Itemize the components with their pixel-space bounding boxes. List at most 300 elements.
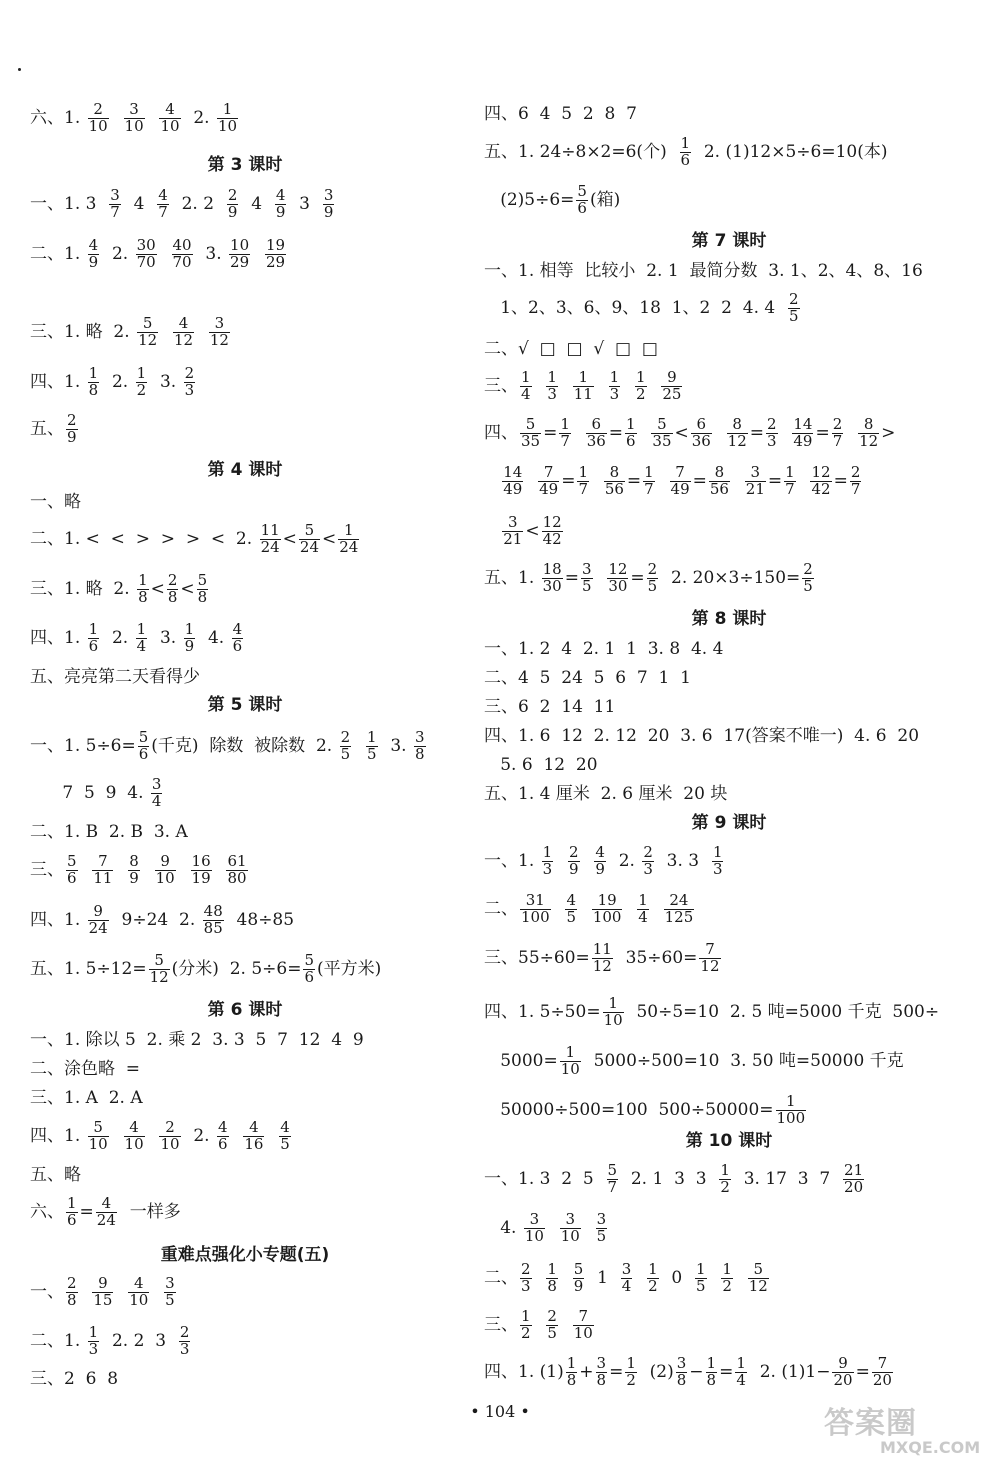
answer-text: 3. 3 xyxy=(655,850,710,871)
fraction-numerator: 1 xyxy=(88,364,99,382)
answer-text xyxy=(252,244,263,264)
answer-text xyxy=(484,471,500,491)
fraction-denominator: 125 xyxy=(664,907,694,926)
fraction-numerator: 21 xyxy=(844,1161,864,1179)
answer-text: 一、1. 除以 5 2. 乘 2 3. 3 5 7 12 4 9 xyxy=(30,1030,364,1050)
answer-line xyxy=(30,953,381,986)
fraction-numerator: 30 xyxy=(136,236,156,254)
answer-text: = xyxy=(609,1361,624,1382)
fraction-denominator: 3 xyxy=(88,1339,99,1358)
fraction-numerator: 2 xyxy=(643,843,653,861)
fraction-denominator: 8 xyxy=(88,380,99,399)
fraction-numerator: 1 xyxy=(785,463,795,481)
answer-text: (平方米) xyxy=(317,958,382,979)
fraction xyxy=(520,370,532,403)
fraction xyxy=(546,1309,558,1342)
fraction-denominator: 5 xyxy=(696,1276,706,1295)
fraction-denominator: 11 xyxy=(573,384,593,403)
answer-text: 五、1. 24÷8×2=6(个) xyxy=(484,141,678,162)
fraction-numerator: 8 xyxy=(727,417,748,434)
fraction-denominator: 2 xyxy=(635,384,646,403)
answer-text: 三、55÷60= xyxy=(484,947,590,968)
fraction-denominator: 11 xyxy=(93,868,113,887)
answer-text: 二、1. xyxy=(30,243,86,264)
fraction-denominator: 10 xyxy=(573,1323,593,1342)
fraction xyxy=(172,238,193,271)
fraction xyxy=(661,370,682,403)
fraction xyxy=(784,465,796,498)
fraction xyxy=(542,845,554,878)
fraction-numerator: 3 xyxy=(110,186,120,204)
answer-line xyxy=(30,102,240,135)
answer-text: (2)5÷6= xyxy=(484,189,575,210)
answer-text: 五、1. 4 厘米 2. 6 厘米 20 块 xyxy=(484,784,728,804)
answer-text: 五、1. xyxy=(484,567,540,588)
fraction-numerator: 6 xyxy=(691,417,712,434)
answer-text xyxy=(159,244,170,264)
fraction-numerator: 5 xyxy=(299,523,320,540)
fraction-numerator: 10 xyxy=(230,236,250,254)
answer-line xyxy=(30,854,250,887)
fraction xyxy=(520,1309,532,1342)
fraction-numerator: 2 xyxy=(184,364,195,382)
fraction-denominator: 25 xyxy=(662,384,682,403)
fraction xyxy=(260,523,281,556)
fraction xyxy=(596,1356,608,1389)
answer-line xyxy=(30,494,81,511)
answer-text: = xyxy=(608,422,624,443)
fraction-numerator: 2 xyxy=(159,1120,180,1137)
answer-line xyxy=(484,263,923,280)
fraction xyxy=(691,417,712,450)
fraction xyxy=(810,465,831,498)
fraction-denominator: 9 xyxy=(573,1276,584,1295)
fraction-denominator: 3 xyxy=(179,1339,190,1358)
answer-text: > xyxy=(881,422,896,443)
fraction xyxy=(167,573,179,606)
fraction-numerator: 3 xyxy=(596,1354,607,1372)
answer-text xyxy=(196,322,207,342)
fraction xyxy=(719,1163,731,1196)
fraction-numerator: 6 xyxy=(586,417,607,434)
answer-text: < xyxy=(674,422,689,443)
answer-line xyxy=(484,465,863,498)
answer-text: 四、 xyxy=(484,422,518,443)
answer-text: 三、1. 略 2. xyxy=(30,321,136,342)
answer-text: 二、 xyxy=(484,898,518,919)
fraction xyxy=(173,316,194,349)
answer-text: 2. (1)12×5÷6=10(本) xyxy=(693,141,888,162)
fraction-numerator: 2 xyxy=(568,843,579,861)
fraction-denominator: 8 xyxy=(414,744,425,763)
answer-text xyxy=(798,471,809,491)
fraction xyxy=(788,292,800,325)
answer-text: 三、6 2 14 11 xyxy=(484,697,616,717)
fraction xyxy=(92,1276,113,1309)
fraction-numerator: 1 xyxy=(67,1194,77,1212)
fraction-numerator: 9 xyxy=(832,1356,853,1373)
fraction-denominator: 4 xyxy=(521,384,531,403)
fraction xyxy=(340,730,352,763)
fraction-numerator: 1 xyxy=(626,1354,636,1372)
answer-line xyxy=(30,669,200,686)
answer-text xyxy=(780,423,791,443)
answer-line xyxy=(30,366,197,399)
fraction xyxy=(155,854,176,887)
fraction-denominator: 9 xyxy=(595,859,605,878)
fraction xyxy=(502,465,523,498)
answer-line xyxy=(30,1196,181,1229)
fraction-denominator: 6 xyxy=(217,1134,228,1153)
fraction-denominator: 100 xyxy=(776,1108,806,1127)
answer-line xyxy=(30,622,245,655)
fraction xyxy=(136,238,157,271)
fraction xyxy=(573,1309,594,1342)
fraction xyxy=(573,370,594,403)
fraction-denominator: 12 xyxy=(859,431,879,450)
answer-text: 0 xyxy=(660,1267,694,1288)
fraction-denominator: 12 xyxy=(173,330,194,349)
answer-text xyxy=(111,108,122,128)
answer-text xyxy=(573,423,584,443)
fraction-numerator: 12 xyxy=(608,560,628,578)
fraction xyxy=(664,893,695,926)
fraction-numerator: 7 xyxy=(699,942,720,959)
watermark-logo: 答案圈 xyxy=(824,1406,917,1441)
answer-line xyxy=(484,184,620,217)
fraction xyxy=(695,1262,707,1295)
fraction xyxy=(88,238,100,271)
answer-line xyxy=(30,904,294,937)
fraction xyxy=(596,1212,608,1245)
answer-text xyxy=(622,376,633,396)
fraction-numerator: 1 xyxy=(547,1260,557,1278)
answer-text: 二、 xyxy=(484,1267,518,1288)
fraction-denominator: 10 xyxy=(124,1134,144,1153)
fraction-denominator: 10 xyxy=(155,868,175,887)
answer-line xyxy=(30,1090,143,1107)
fraction xyxy=(232,622,244,655)
answer-text: = xyxy=(543,422,558,443)
fraction-numerator: 5 xyxy=(651,417,672,434)
fraction-denominator: 9 xyxy=(129,868,139,887)
answer-text: 一、1. 2 4 2. 1 1 3. 8 4. 4 xyxy=(484,639,724,659)
fraction-denominator: 9 xyxy=(227,202,238,221)
fraction xyxy=(414,730,426,763)
fraction-denominator: 10 xyxy=(560,1226,580,1245)
answer-text: = xyxy=(630,567,645,588)
fraction-denominator: 100 xyxy=(521,907,550,926)
fraction xyxy=(642,845,654,878)
fraction xyxy=(592,942,613,975)
fraction xyxy=(832,417,844,450)
fraction-numerator: 1 xyxy=(217,102,238,119)
fraction-numerator: 3 xyxy=(502,515,523,532)
fraction xyxy=(66,854,78,887)
answer-text: 一、1. 3 xyxy=(30,193,108,214)
answer-text: 5000÷500=10 3. 50 吨=50000 千克 xyxy=(582,1050,904,1071)
fraction-numerator: 1 xyxy=(736,1354,746,1372)
answer-line xyxy=(30,730,428,763)
fraction-denominator: 24 xyxy=(339,537,359,556)
fraction-numerator: 14 xyxy=(503,463,523,481)
fraction xyxy=(560,1045,581,1078)
fraction xyxy=(136,366,148,399)
fraction xyxy=(680,136,692,169)
fraction xyxy=(217,1120,229,1153)
answer-text: 三、 xyxy=(30,859,64,880)
answer-text: 3. xyxy=(149,371,182,392)
answer-line xyxy=(484,1262,771,1295)
fraction-numerator: 7 xyxy=(573,1309,594,1326)
answer-text: < xyxy=(525,520,540,541)
fraction xyxy=(850,465,862,498)
answer-text xyxy=(560,376,571,396)
fraction-numerator: 3 xyxy=(676,1354,687,1372)
answer-text: 一、1. xyxy=(484,850,540,871)
fraction-numerator: 4 xyxy=(128,1276,149,1293)
fraction-numerator: 3 xyxy=(323,186,334,204)
fraction-numerator: 1 xyxy=(184,620,195,638)
answer-line xyxy=(484,757,598,774)
answer-text: 4 xyxy=(122,193,156,214)
fraction-denominator: 4 xyxy=(638,907,648,926)
fraction xyxy=(323,188,335,221)
answer-text xyxy=(534,376,545,396)
fraction-denominator: 35 xyxy=(652,431,672,450)
fraction-denominator: 70 xyxy=(136,252,156,271)
answer-text: = xyxy=(833,470,848,491)
answer-text: = xyxy=(564,567,579,588)
fraction-denominator: 5 xyxy=(366,744,377,763)
fraction xyxy=(609,370,621,403)
fraction xyxy=(706,1356,718,1389)
answer-text: 4 xyxy=(240,193,273,214)
answer-text: 2. 2 xyxy=(170,193,225,214)
answer-text: = xyxy=(79,1201,94,1222)
answer-line xyxy=(484,1045,904,1078)
fraction xyxy=(699,942,720,975)
answer-line xyxy=(484,942,723,975)
fraction xyxy=(858,417,879,450)
answer-text: 三、 xyxy=(484,375,518,396)
fraction-denominator: 24 xyxy=(96,1210,116,1229)
answer-text: = xyxy=(626,470,642,491)
answer-text: (千克) 除数 被除数 2. xyxy=(151,735,338,756)
fraction xyxy=(647,1262,659,1295)
fraction xyxy=(229,238,250,271)
answer-text: 2. xyxy=(101,243,134,264)
fraction xyxy=(366,730,378,763)
fraction-numerator: 4 xyxy=(280,1118,290,1136)
fraction-numerator: 1 xyxy=(88,1323,99,1341)
fraction-numerator: 7 xyxy=(92,854,113,871)
answer-line xyxy=(484,996,939,1029)
answer-text: 一、1. 5÷6= xyxy=(30,735,136,756)
fraction-numerator: 1 xyxy=(136,620,147,638)
answer-text: 二、1. xyxy=(30,1330,86,1351)
fraction-denominator: 4 xyxy=(621,1276,632,1295)
fraction-denominator: 49 xyxy=(793,431,813,450)
fraction-numerator: 1 xyxy=(680,134,691,152)
fraction xyxy=(191,854,212,887)
fraction-denominator: 6 xyxy=(626,431,636,450)
answer-text: 二、1. < < > > > < 2. xyxy=(30,528,258,549)
fraction xyxy=(776,1094,807,1127)
answer-line xyxy=(484,845,725,878)
fraction xyxy=(520,893,551,926)
answer-text xyxy=(353,736,364,756)
answer-line xyxy=(484,1356,895,1389)
answer-text xyxy=(111,1126,122,1146)
fraction-denominator: 6 xyxy=(88,636,99,655)
fraction xyxy=(637,893,649,926)
fraction xyxy=(275,188,287,221)
fraction-numerator: 1 xyxy=(578,463,589,481)
fraction xyxy=(303,953,315,986)
fraction-denominator: 56 xyxy=(709,479,729,498)
fraction-denominator: 30 xyxy=(608,576,628,595)
fraction-numerator: 2 xyxy=(832,415,843,433)
fraction xyxy=(538,465,559,498)
answer-text: 六、 xyxy=(30,1201,64,1222)
fraction xyxy=(109,188,121,221)
fraction-numerator: 2 xyxy=(88,102,109,119)
answer-text: 四、1. xyxy=(30,627,86,648)
section-heading: 第 6 课时 xyxy=(207,1000,283,1020)
answer-text: = xyxy=(561,470,576,491)
answer-text: 四、1. xyxy=(30,1125,86,1146)
fraction-denominator: 5 xyxy=(280,1134,290,1153)
fraction xyxy=(66,1276,78,1309)
fraction xyxy=(607,562,628,595)
fraction-numerator: 8 xyxy=(129,852,139,870)
answer-text: 2. xyxy=(607,850,641,871)
answer-line xyxy=(30,1032,364,1049)
answer-text xyxy=(591,471,602,491)
fraction-denominator: 12 xyxy=(700,956,720,975)
fraction xyxy=(670,465,691,498)
fraction xyxy=(88,366,100,399)
answer-text: 二、1. B 2. B 3. A xyxy=(30,822,188,842)
fraction-denominator: 42 xyxy=(811,479,831,498)
fraction xyxy=(299,523,320,556)
fraction-denominator: 3 xyxy=(547,384,557,403)
fraction-denominator: 12 xyxy=(727,431,747,450)
fraction xyxy=(137,316,158,349)
fraction-denominator: 8 xyxy=(566,1370,577,1389)
answer-line xyxy=(484,341,658,358)
fraction-denominator: 49 xyxy=(503,479,523,498)
fraction-numerator: 5 xyxy=(88,1120,109,1137)
answer-text: 2. 1 3 3 xyxy=(620,1168,718,1189)
answer-line xyxy=(30,824,188,841)
answer-text: 2. xyxy=(182,1125,215,1146)
fraction xyxy=(66,413,78,446)
fraction-denominator: 10 xyxy=(88,1134,108,1153)
fraction-denominator: 56 xyxy=(604,479,624,498)
fraction-denominator: 100 xyxy=(592,907,622,926)
fraction xyxy=(96,1196,117,1229)
fraction-denominator: 3 xyxy=(767,431,777,450)
fraction-denominator: 3 xyxy=(542,859,553,878)
answer-text: 1 xyxy=(586,1267,619,1288)
fraction xyxy=(577,465,589,498)
fraction-numerator: 4 xyxy=(173,316,194,333)
fraction-denominator: 24 xyxy=(88,918,108,937)
fraction-numerator: 9 xyxy=(92,1276,113,1293)
fraction xyxy=(565,893,577,926)
fraction xyxy=(576,184,588,217)
fraction-denominator: 3 xyxy=(609,384,620,403)
fraction-numerator: 2 xyxy=(179,1323,190,1341)
fraction-denominator: 49 xyxy=(670,479,690,498)
fraction-denominator: 2 xyxy=(648,1276,658,1295)
fraction xyxy=(832,1356,853,1389)
fraction-numerator: 1 xyxy=(722,1260,732,1278)
fraction-denominator: 7 xyxy=(158,202,168,221)
section-heading: 第 5 课时 xyxy=(207,695,283,715)
fraction-numerator: 1 xyxy=(547,368,557,386)
fraction-denominator: 12 xyxy=(138,330,158,349)
fraction-numerator: 5 xyxy=(149,953,170,970)
fraction-numerator: 5 xyxy=(304,951,315,969)
fraction xyxy=(625,1356,637,1389)
answer-text: 一、略 xyxy=(30,492,81,512)
fraction-numerator: 1 xyxy=(521,368,531,386)
fraction xyxy=(243,1120,264,1153)
answer-line xyxy=(484,893,696,926)
answer-line xyxy=(30,573,210,606)
section-heading: 第 3 课时 xyxy=(207,155,283,175)
fraction-denominator: 24 xyxy=(299,537,319,556)
answer-text: 2. 20×3÷150= xyxy=(660,567,801,588)
fraction xyxy=(159,1120,180,1153)
fraction-denominator: 7 xyxy=(832,431,843,450)
answer-text: < xyxy=(322,528,337,549)
answer-text: 二、4 5 24 5 6 7 1 1 xyxy=(484,668,691,688)
fraction xyxy=(745,465,766,498)
fraction-numerator: 4 xyxy=(158,186,168,204)
answer-text xyxy=(231,1126,242,1146)
answer-text: 三、 xyxy=(484,1314,518,1335)
fraction-denominator: 10 xyxy=(560,1059,580,1078)
fraction-numerator: 8 xyxy=(604,465,625,482)
fraction-denominator: 3 xyxy=(712,859,723,878)
fraction xyxy=(559,417,571,450)
fraction-denominator: 2 xyxy=(521,1323,531,1342)
answer-text: 3. 17 3 7 xyxy=(732,1168,842,1189)
answer-line xyxy=(484,562,816,595)
page-number: • 104 • xyxy=(470,1402,530,1421)
answer-text xyxy=(735,1268,746,1288)
fraction xyxy=(766,417,778,450)
fraction-numerator: 5 xyxy=(748,1262,769,1279)
answer-text: 48÷85 xyxy=(225,909,295,930)
answer-text xyxy=(595,568,606,588)
fraction xyxy=(151,777,163,810)
answer-text: = xyxy=(692,470,707,491)
fraction-numerator: 1 xyxy=(521,1307,531,1325)
answer-line xyxy=(484,136,887,169)
answer-text: 三、2 6 8 xyxy=(30,1369,119,1389)
fraction-denominator: 5 xyxy=(789,306,799,325)
answer-line xyxy=(30,1120,293,1153)
fraction xyxy=(164,1276,176,1309)
fraction xyxy=(721,1262,733,1295)
answer-line xyxy=(30,1371,118,1388)
answer-text: 7 5 9 4. xyxy=(30,782,149,803)
